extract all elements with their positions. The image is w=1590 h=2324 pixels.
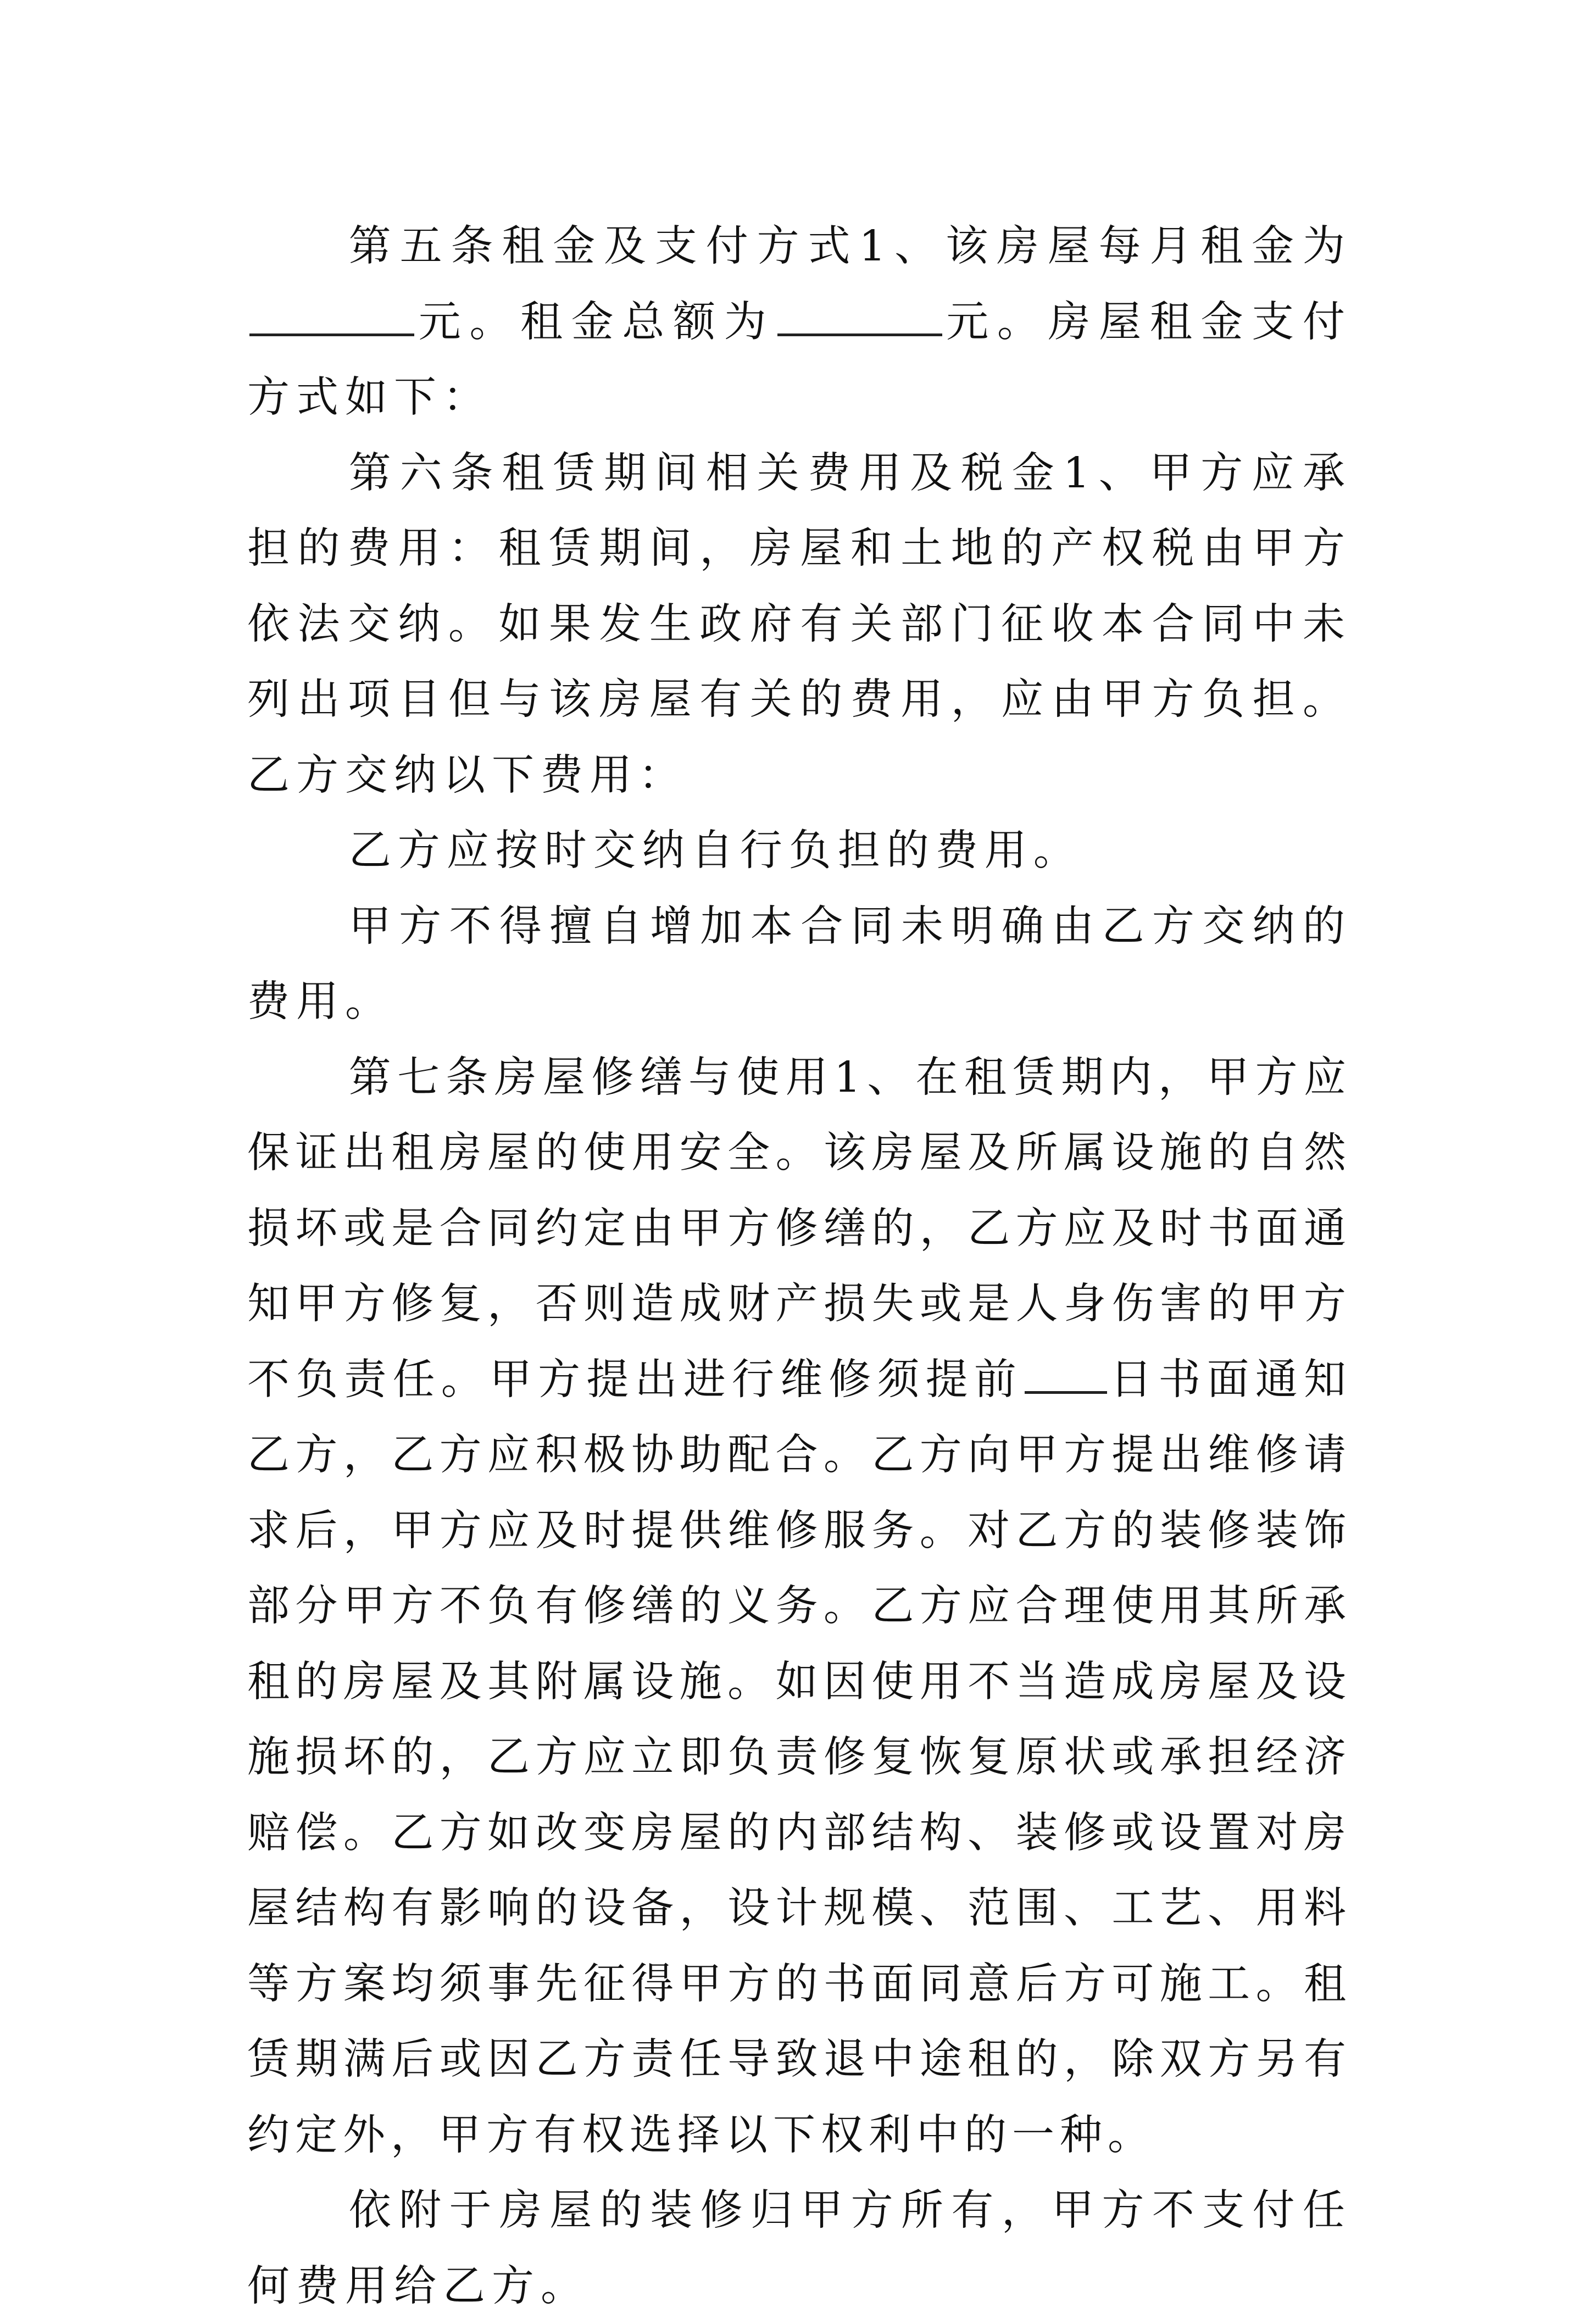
paragraph-article-5-rent xyxy=(247,209,1352,436)
monthly-rent-blank xyxy=(249,297,414,336)
paragraph-text: 元。租金总额为 xyxy=(416,297,775,347)
paragraph-text: 第七条房屋修缮与使用1、在租赁期内，甲方应保证出租房屋的使用安全。该房屋及所属设施的自然损坏或是合同约定由甲方修缮的，乙方应及时书面通知甲方修复，否则造成财产损失或是人身伤害的甲方不负责任。甲方提出进行维修须提前 xyxy=(247,1053,1352,1404)
paragraph-text: 元。房屋租金支付方式如下： xyxy=(247,297,1352,422)
paragraph-text: 日书面通知乙方，乙方应积极协助配合。乙方向甲方提出维修请求后，甲方应及时提供维修服务。对乙方的装修装饰部分甲方不负有修缮的义务。乙方应合理使用其所承租的房屋及其附属设施。如因使用不当造成房屋及设施损坏的，乙方应立即负责修复恢复原状或承担经济赔偿。乙方如改变房屋的内部结构、装修或设置对房屋结构有影响的设备，设计规模、范围、工艺、用料等方案均须事先征得甲方的书面同意后方可施工。租赁期满后或因乙方责任导致退中途租的，除双方另有约定外，甲方有权选择以下权利中的一种。 xyxy=(247,1355,1352,2160)
paragraph-tenant-pay-fees: 乙方应按时交纳自行负担的费用。 xyxy=(348,826,1082,875)
document-body xyxy=(247,209,1352,2324)
paragraph-decoration-ownership: 依附于房屋的装修归甲方所有，甲方不支付任何费用给乙方。 xyxy=(247,2186,1352,2311)
paragraph-text: 第五条租金及支付方式1、该房屋每月租金为 xyxy=(348,222,1352,271)
paragraph-no-extra-fees: 甲方不得擅自增加本合同未明确由乙方交纳的费用。 xyxy=(247,902,1352,1026)
notice-days-blank xyxy=(1025,1355,1107,1394)
paragraph-article-6-fees: 第六条租赁期间相关费用及税金1、甲方应承担的费用：租赁期间，房屋和土地的产权税由甲方依法交纳。如果发生政府有关部门征收本合同中未列出项目但与该房屋有关的费用，应由甲方负担。乙方交纳以下费用： xyxy=(247,448,1352,800)
total-rent-blank xyxy=(777,297,942,336)
paragraph-article-7-repairs xyxy=(247,1040,1352,2173)
